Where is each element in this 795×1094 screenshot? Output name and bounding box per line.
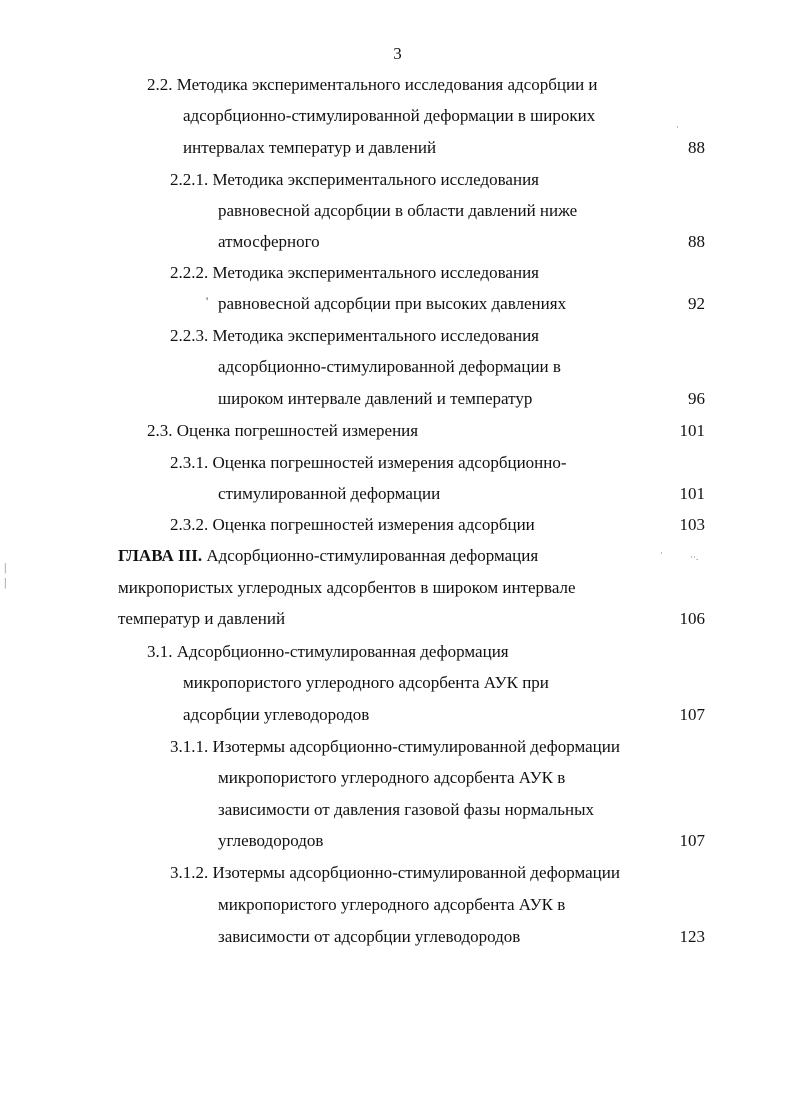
toc-entry-3-1-line-2: микропористого углеродного адсорбента АУК при (183, 673, 549, 692)
scan-speck: ··. (690, 552, 699, 562)
toc-entry-3-1-1-line-1: 3.1.1. Изотермы адсорбционно-стимулированной деформации (170, 737, 620, 756)
toc-entry-3-1-1-line-4: углеводородов (218, 831, 324, 850)
scan-speck: | (4, 575, 7, 589)
toc-entry-3-1-2-page: 123 (679, 927, 705, 946)
toc-entry-2-3-1-line-1: 2.3.1. Оценка погрешностей измерения адсорбционно- (170, 453, 567, 472)
scan-speck: | (4, 560, 7, 574)
toc-entry-3-1-line-1: 3.1. Адсорбционно-стимулированная деформация (147, 642, 509, 661)
toc-entry-2-2-2-line-1: 2.2.2. Методика экспериментального исследования (170, 263, 539, 282)
toc-entry-2-2-3-line-3: широком интервале давлений и температур (218, 389, 533, 408)
scan-speck: · (676, 122, 679, 132)
toc-chapter-3-line-1 (118, 546, 538, 566)
chapter-3-label: ГЛАВА III. (118, 546, 203, 565)
toc-entry-3-1-1-line-3: зависимости от давления газовой фазы нормальных (218, 800, 595, 819)
toc-entry-2-3-page: 101 (679, 421, 705, 440)
scan-speck: · (660, 548, 663, 558)
page-number: 3 (393, 44, 402, 63)
toc-entry-2-2-1-page: 88 (688, 232, 705, 251)
toc-entry-2-2-1-line-2: равновесной адсорбции в области давлений ниже (218, 201, 578, 220)
toc-chapter-3-line-3: температур и давлений (118, 609, 286, 628)
toc-entry-2-3-1-line-2: стимулированной деформации (218, 484, 441, 503)
toc-entry-3-1-line-3: адсорбции углеводородов (183, 705, 370, 724)
toc-entry-2-3-2-line-1: 2.3.2. Оценка погрешностей измерения адсорбции (170, 515, 535, 534)
toc-entry-2-2-line-3: интервалах температур и давлений (183, 138, 437, 157)
scan-speck: ' (206, 294, 209, 308)
toc-entry-2-2-2-line-2: равновесной адсорбции при высоких давлениях (218, 294, 567, 313)
toc-entry-3-1-1-line-2: микропористого углеродного адсорбента АУК в (218, 768, 566, 787)
toc-entry-3-1-2-line-3: зависимости от адсорбции углеводородов (218, 927, 521, 946)
toc-entry-3-1-2-line-1: 3.1.2. Изотермы адсорбционно-стимулированной деформации (170, 863, 620, 882)
toc-entry-2-2-3-page: 96 (688, 389, 705, 408)
toc-entry-3-1-1-page: 107 (679, 831, 705, 850)
toc-chapter-3-page: 106 (679, 609, 705, 628)
toc-entry-2-2-1-line-3: атмосферного (218, 232, 320, 251)
toc-entry-2-2-3-line-1: 2.2.3. Методика экспериментального исследования (170, 326, 539, 345)
toc-entry-3-1-2-line-2: микропористого углеродного адсорбента АУК в (218, 895, 566, 914)
toc-entry-2-2-line-2: адсорбционно-стимулированной деформации в широких (183, 106, 596, 125)
toc-entry-2-2-page: 88 (688, 138, 705, 157)
toc-entry-2-3-1-page: 101 (679, 484, 705, 503)
toc-entry-2-2-1-line-1: 2.2.1. Методика экспериментального исследования (170, 170, 539, 189)
toc-entry-2-2-3-line-2: адсорбционно-стимулированной деформации в (218, 357, 561, 376)
toc-chapter-3-line-2: микропористых углеродных адсорбентов в широком интервале (118, 578, 576, 597)
toc-entry-2-3-2-page: 103 (679, 515, 705, 534)
toc-entry-3-1-page: 107 (679, 705, 705, 724)
toc-entry-2-2-line-1: 2.2. Методика экспериментального исследования адсорбции и (147, 75, 598, 94)
chapter-3-title-part-1: Адсорбционно-стимулированная деформация (206, 546, 539, 565)
toc-entry-2-3-line-1: 2.3. Оценка погрешностей измерения (147, 421, 419, 440)
toc-entry-2-2-2-page: 92 (688, 294, 705, 313)
